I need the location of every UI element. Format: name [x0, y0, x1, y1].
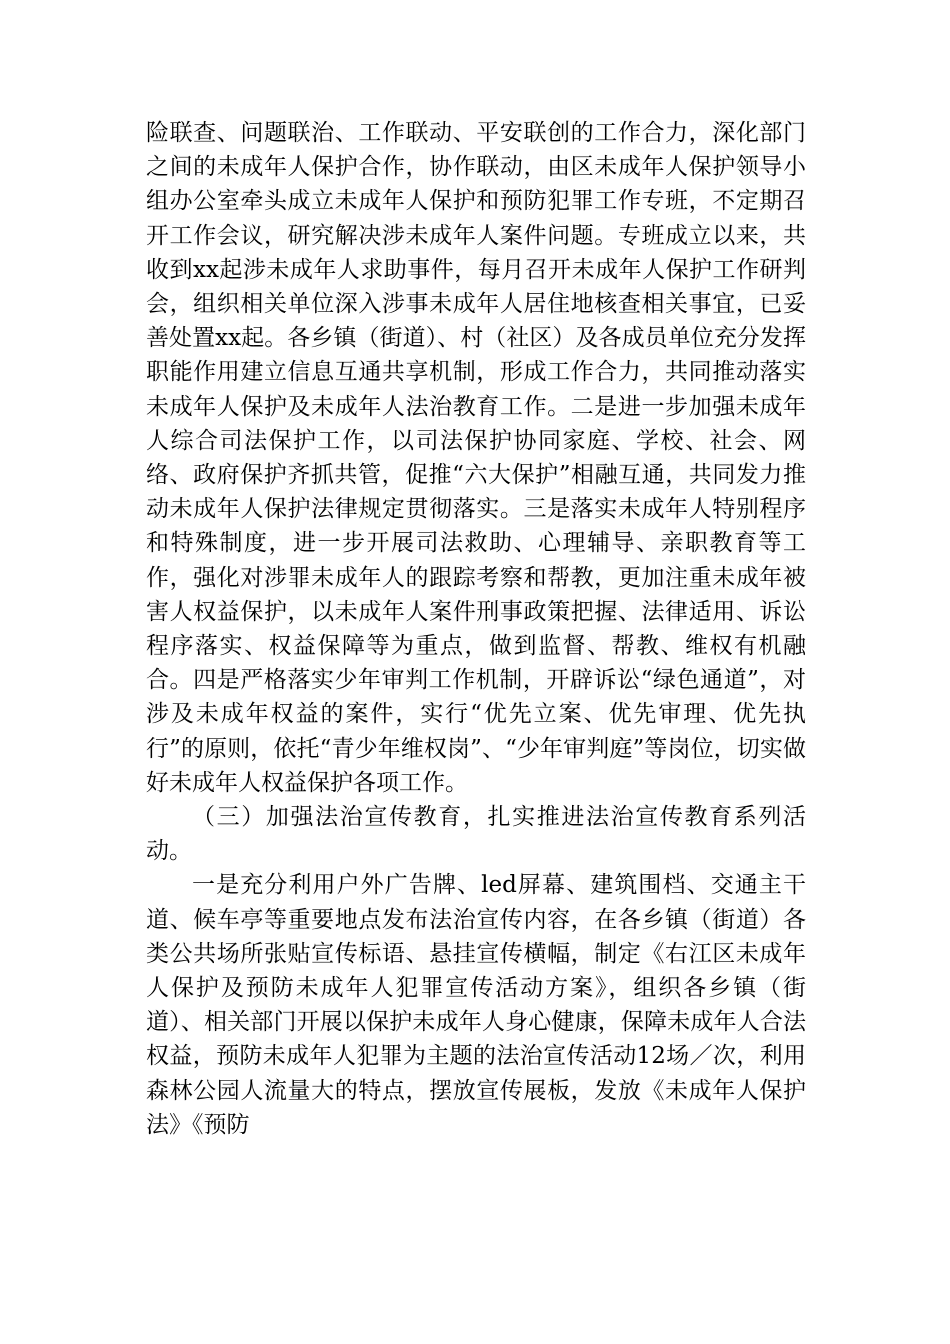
paragraph-3: 一是充分利用户外广告牌、led屏幕、建筑围档、交通主干道、候车亭等重要地点发布法治宣传内容，在各乡镇（街道）各类公共场所张贴宣传标语、悬挂宣传横幅，制定《右江区未成年人保护及预防未成年人犯罪宣传活动方案》，组织各乡镇（街道）、相关部门开展以保护未成年人身心健康，保障未成年人合法权益，预防未成年人犯罪为主题的法治宣传活动12场／次，利用森林公园人流量大的特点，摆放宣传展板，发放《未成年人保护法》《预防: [146, 872, 806, 1138]
paragraph-1: 险联查、问题联治、工作联动、平安联创的工作合力，深化部门之间的未成年人保护合作，协作联动，由区未成年人保护领导小组办公室牵头成立未成年人保护和预防犯罪工作专班，不定期召开工作会议，研究解决涉未成年人案件问题。专班成立以来，共收到xx起涉未成年人求助事件，每月召开未成年人保护工作研判会，组织相关单位深入涉事未成年人居住地核查相关事宜，已妥善处置xx起。各乡镇（街道）、村（社区）及各成员单位充分发挥职能作用建立信息互通共享机制，形成工作合力，共同推动落实未成年人保护及未成年人法治教育工作。二是进一步加强未成年人综合司法保护工作，以司法保护协同家庭、学校、社会、网络、政府保护齐抓共管，促推“六大保护”相融互通，共同发力推动未成年人保护法律规定贯彻落实。三是落实未成年人特别程序和特殊制度，进一步开展司法救助、心理辅导、亲职教育等工作，强化对涉罪未成年人的跟踪考察和帮教，更加注重未成年被害人权益保护，以未成年人案件刑事政策把握、法律适用、诉讼程序落实、权益保障等为重点，做到监督、帮教、维权有机融合。四是严格落实少年审判工作机制，开辟诉讼“绿色通道”，对涉及未成年权益的案件，实行“优先立案、优先审理、优先执行”的原则，依托“青少年维权岗”、“少年审判庭”等岗位，切实做好未成年人权益保护各项工作。: [146, 120, 806, 796]
section-heading: （三）加强法治宣传教育，扎实推进法治宣传教育系列活动。: [146, 804, 806, 865]
document-body: [146, 116, 806, 1142]
